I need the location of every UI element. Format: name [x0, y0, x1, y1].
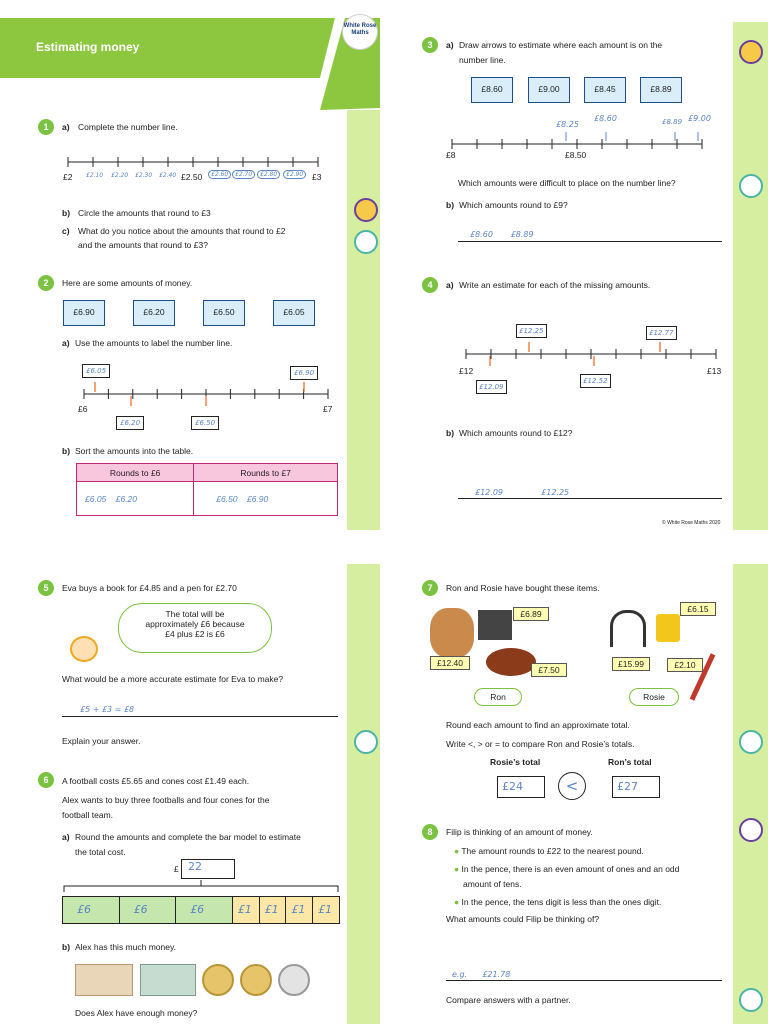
bubble-line: The total will be	[165, 609, 225, 619]
q2-hand-label: £6.50	[191, 416, 219, 430]
banknote-image	[140, 964, 196, 996]
q6-text: Alex wants to buy three footballs and four cones for the	[62, 795, 270, 805]
q6-text: A football costs £5.65 and cones cost £1.49 each.	[62, 776, 250, 786]
ron-total-box: £27	[612, 776, 660, 798]
rosie-label: Rosie	[629, 688, 679, 706]
q3-b-label: b)	[446, 200, 455, 210]
challenge-icon	[739, 818, 763, 842]
q7-compare-text: Write <, > or = to compare Ron and Rosie’s totals.	[446, 739, 635, 749]
question-1-number: 1	[38, 119, 54, 135]
q3-nl-mid: £8.50	[565, 150, 587, 160]
price-tag: £15.99	[612, 657, 650, 671]
q2-hand-label: £6.20	[116, 416, 144, 430]
q2-number-line	[78, 380, 338, 420]
q5-question: What would be a more accurate estimate for Eva to make?	[62, 674, 284, 684]
headphones-image	[610, 610, 646, 647]
shorts-image	[478, 610, 512, 640]
rosie-total-box: £24	[497, 776, 545, 798]
speech-bubble-icon	[354, 230, 378, 254]
q8-question: What amounts could Filip be thinking of?	[446, 914, 600, 924]
q4-hand-label: £12.77	[646, 326, 677, 340]
q1-hand-label: £2.10	[86, 172, 104, 179]
q1-nl-end: £3	[312, 172, 322, 182]
q8-bullet: ● In the pence, there is an even amount of ones and an odd	[454, 864, 680, 874]
header-banner	[0, 18, 380, 110]
q1-a-label: a)	[62, 122, 70, 132]
q3-difficult-text: Which amounts were difficult to place on the number line?	[458, 178, 676, 188]
q6-a-text: Round the amounts and complete the bar model to estimate	[75, 832, 301, 842]
q1-hand-label: £2.60	[208, 170, 231, 179]
amount-card: £6.05	[273, 300, 315, 326]
amount-card: £8.89	[640, 77, 682, 103]
right-strip-p3	[347, 564, 380, 1024]
teddy-bear-image	[430, 608, 474, 658]
eva-avatar	[70, 636, 98, 662]
football-image	[486, 648, 536, 676]
question-4-number: 4	[422, 277, 438, 293]
q4-number-line	[460, 340, 722, 370]
bar-bracket	[62, 878, 340, 894]
question-5-number: 5	[38, 580, 54, 596]
q6-a-label: a)	[62, 832, 70, 842]
price-tag: £6.15	[680, 602, 716, 616]
q8-bullet-cont: amount of tens.	[463, 879, 522, 889]
table-cell: £6.50 £6.90	[194, 482, 338, 516]
q1-c-text: What do you notice about the amounts that round to £2	[78, 226, 286, 236]
right-strip-p2	[733, 22, 768, 530]
q8-bullet: ● In the pence, the tens digit is less than the ones digit.	[454, 897, 662, 907]
question-6-number: 6	[38, 772, 54, 788]
ron-total-label: Ron’s total	[608, 757, 652, 767]
q4-nl-end: £13	[707, 366, 722, 376]
q2-a-label: a)	[62, 338, 70, 348]
speech-bubble-icon	[739, 730, 763, 754]
banknote-image	[75, 964, 133, 996]
table-header: Rounds to £7	[194, 464, 338, 482]
q3-hand-label: £8.25	[556, 120, 579, 129]
answer-line	[446, 980, 722, 981]
q1-c-text: and the amounts that round to £3?	[78, 240, 208, 250]
q3-hand-label: £9.00	[688, 114, 711, 123]
q1-nl-start: £2	[63, 172, 73, 182]
bar-model	[62, 896, 340, 924]
amount-card: £9.00	[528, 77, 570, 103]
q3-hand-label: £8.89	[662, 118, 683, 126]
q1-hand-label: £2.90	[283, 170, 306, 179]
bar-cell: £1	[233, 897, 260, 923]
compare-sign: <	[558, 772, 586, 800]
amount-card: £6.20	[133, 300, 175, 326]
question-8-number: 8	[422, 824, 438, 840]
page-title: Estimating money	[36, 40, 140, 54]
bar-cell: £6	[176, 897, 233, 923]
q3-a-text: number line.	[459, 55, 506, 65]
table-cell: £6.05 £6.20	[77, 482, 194, 516]
bubble-line: £4 plus £2 is £6	[165, 629, 225, 639]
q1-hand-label: £2.20	[111, 172, 129, 179]
q5-explain: Explain your answer.	[62, 736, 141, 746]
q2-nl-start: £6	[78, 404, 88, 414]
q4-nl-start: £12	[459, 366, 474, 376]
right-strip-p1	[347, 110, 380, 530]
pencil-icon	[739, 40, 763, 64]
price-tag: £12.40	[430, 656, 470, 670]
amount-card: £8.45	[584, 77, 626, 103]
amount-card: £6.90	[63, 300, 105, 326]
speech-bubble-icon	[739, 174, 763, 198]
bar-total: 22	[181, 859, 235, 879]
q1-hand-label: £2.40	[159, 172, 177, 179]
speech-bubble	[118, 603, 272, 653]
q1-b-label: b)	[62, 208, 71, 218]
q6-text: football team.	[62, 810, 114, 820]
question-3-number: 3	[422, 37, 438, 53]
q1-hand-label: £2.30	[135, 172, 153, 179]
ron-label: Ron	[474, 688, 522, 706]
mug-image	[656, 614, 680, 642]
bubble-line: approximately £6 because	[145, 619, 245, 629]
coin-image	[278, 964, 310, 996]
bar-cell: £6	[120, 897, 177, 923]
q2-b-label: b)	[62, 446, 71, 456]
q3-a-text: Draw arrows to estimate where each amount is on the	[459, 40, 663, 50]
q4-b-text: Which amounts round to £12?	[459, 428, 573, 438]
q8-compare: Compare answers with a partner.	[446, 995, 571, 1005]
q6-b-text: Alex has this much money.	[75, 942, 176, 952]
bar-cell: £1	[286, 897, 313, 923]
q3-nl-start: £8	[446, 150, 456, 160]
rounding-table	[76, 463, 338, 516]
q8-bullet: ● The amount rounds to £22 to the nearest pound.	[454, 846, 644, 856]
copyright: © White Rose Maths 2020	[662, 520, 721, 526]
pencil-icon	[354, 198, 378, 222]
price-tag: £7.50	[531, 663, 567, 677]
coin-image	[202, 964, 234, 996]
question-2-number: 2	[38, 275, 54, 291]
q7-round-text: Round each amount to find an approximate total.	[446, 720, 630, 730]
q1-a-text: Complete the number line.	[78, 122, 178, 132]
q2-nl-end: £7	[323, 404, 333, 414]
q2-hand-label: £6.05	[82, 364, 110, 378]
q1-hand-label: £2.70	[232, 170, 255, 179]
answer-line	[458, 498, 722, 499]
q6-question: Does Alex have enough money?	[75, 1008, 198, 1018]
q8-answer: e.g. £21.78	[452, 970, 511, 979]
q4-a-text: Write an estimate for each of the missing amounts.	[459, 280, 651, 290]
q4-hand-label: £12.09	[476, 380, 507, 394]
bar-cell: £1	[313, 897, 339, 923]
q4-b-label: b)	[446, 428, 455, 438]
q4-a-label: a)	[446, 280, 454, 290]
q1-c-label: c)	[62, 226, 70, 236]
q2-hand-label: £6.90	[290, 366, 318, 380]
q4-b-answer: £12.09 £12.25	[475, 488, 570, 497]
right-strip-p4	[733, 564, 768, 1024]
answer-line	[458, 241, 722, 242]
q3-a-label: a)	[446, 40, 454, 50]
q2-intro: Here are some amounts of money.	[62, 278, 193, 288]
q7-text: Ron and Rosie have bought these items.	[446, 583, 600, 593]
q3-hand-label: £8.60	[594, 114, 617, 123]
question-7-number: 7	[422, 580, 438, 596]
q4-hand-label: £12.25	[516, 324, 547, 338]
q6-b-label: b)	[62, 942, 71, 952]
amount-card: £8.60	[471, 77, 513, 103]
q5-text: Eva buys a book for £4.85 and a pen for £2.70	[62, 583, 237, 593]
speech-bubble-icon	[739, 988, 763, 1012]
amount-card: £6.50	[203, 300, 245, 326]
logo: White Rose Maths	[342, 14, 378, 50]
rosie-total-label: Rosie’s total	[490, 757, 541, 767]
q2-b-text: Sort the amounts into the table.	[75, 446, 194, 456]
q8-text: Filip is thinking of an amount of money.	[446, 827, 593, 837]
table-header: Rounds to £6	[77, 464, 194, 482]
q6-a-text: the total cost.	[75, 847, 126, 857]
q3-b-text: Which amounts round to £9?	[459, 200, 568, 210]
speech-bubble-icon	[354, 730, 378, 754]
q1-nl-mid: £2.50	[181, 172, 203, 182]
q2-a-text: Use the amounts to label the number line.	[75, 338, 233, 348]
pound-sign: £	[174, 864, 179, 874]
q1-b-text: Circle the amounts that round to £3	[78, 208, 211, 218]
answer-line	[62, 716, 338, 717]
q3-b-answer: £8.60 £8.89	[470, 230, 534, 239]
price-tag: £2.10	[667, 658, 703, 672]
bar-cell: £1	[260, 897, 287, 923]
price-tag: £6.89	[513, 607, 549, 621]
coin-image	[240, 964, 272, 996]
q4-hand-label: £12.52	[580, 374, 611, 388]
q1-hand-label: £2.80	[257, 170, 280, 179]
q5-answer: £5 + £3 = £8	[80, 705, 135, 714]
bar-cell: £6	[63, 897, 120, 923]
